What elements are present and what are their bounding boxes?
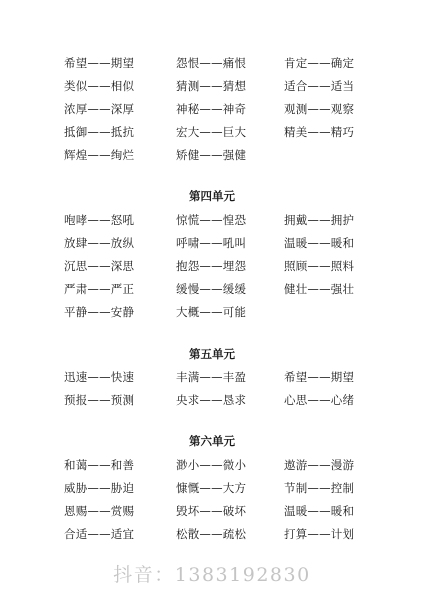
word-pair: 观测——观察	[284, 102, 355, 116]
word-pair: 呼啸——吼叫	[176, 236, 247, 250]
watermark: 抖音：1383192830	[113, 564, 311, 586]
word-pair: 沉思——深思	[64, 259, 135, 273]
word-pair: 希望——期望	[284, 370, 355, 384]
word-pair: 惊慌——惶恐	[176, 213, 247, 227]
word-pair: 毁坏——破坏	[176, 504, 247, 518]
word-pair: 辉煌——绚烂	[64, 148, 135, 162]
word-pair: 丰满——丰盈	[176, 370, 247, 384]
word-pair: 照顾——照料	[284, 259, 355, 273]
word-pair: 合适——适宜	[64, 527, 135, 541]
word-pair-row	[0, 209, 424, 231]
word-pair: 节制——控制	[284, 481, 355, 495]
word-pair: 慷慨——大方	[176, 481, 247, 495]
word-pair: 温暖——暖和	[284, 504, 355, 518]
word-pair-row	[0, 121, 424, 143]
word-pair: 预报——预测	[64, 393, 135, 407]
word-pair: 恩赐——赏赐	[64, 504, 135, 518]
word-pair-row	[0, 523, 424, 545]
word-pair-row	[0, 389, 424, 411]
word-pair-row	[0, 301, 424, 323]
word-pair: 打算——计划	[284, 527, 355, 541]
word-pair: 希望——期望	[64, 56, 135, 70]
word-pair: 浓厚——深厚	[64, 102, 135, 116]
word-pair: 拥戴——拥护	[284, 213, 355, 227]
word-pair: 心思——心绪	[284, 393, 355, 407]
word-pair: 抵御——抵抗	[64, 125, 135, 139]
word-pair-row	[0, 500, 424, 522]
word-pair: 肯定——确定	[284, 56, 355, 70]
word-pair-row	[0, 255, 424, 277]
word-pair: 抱怨——埋怨	[176, 259, 247, 273]
word-pair: 松散——疏松	[176, 527, 247, 541]
word-pair: 平静——安静	[64, 305, 135, 319]
word-pair: 遨游——漫游	[284, 458, 355, 472]
unit-heading: 第六单元	[189, 434, 235, 448]
word-pair-row	[0, 52, 424, 74]
word-pair: 猜测——猜想	[176, 79, 247, 93]
word-pair-row	[0, 477, 424, 499]
word-pair: 健壮——强壮	[284, 282, 355, 296]
word-pair: 咆哮——怒吼	[64, 213, 135, 227]
word-pair: 大概——可能	[176, 305, 247, 319]
word-pair-row	[0, 98, 424, 120]
word-pair: 迅速——快速	[64, 370, 135, 384]
word-pair: 温暖——暖和	[284, 236, 355, 250]
word-pair: 精美——精巧	[284, 125, 355, 139]
unit-heading: 第五单元	[189, 347, 235, 361]
word-pair: 类似——相似	[64, 79, 135, 93]
word-pair-row	[0, 144, 424, 166]
word-pair: 和蔼——和善	[64, 458, 135, 472]
word-pair-row	[0, 366, 424, 388]
word-pair: 神秘——神奇	[176, 102, 247, 116]
word-pair-row	[0, 75, 424, 97]
word-pair: 适合——适当	[284, 79, 355, 93]
word-pair: 严肃——严正	[64, 282, 135, 296]
word-pair: 放肆——放纵	[64, 236, 135, 250]
word-pair: 央求——恳求	[176, 393, 247, 407]
word-pair: 威胁——胁迫	[64, 481, 135, 495]
word-pair: 矫健——强健	[176, 148, 247, 162]
word-pair-row	[0, 278, 424, 300]
word-pair-row	[0, 232, 424, 254]
word-pair-row	[0, 454, 424, 476]
unit-heading: 第四单元	[189, 189, 235, 203]
word-pair: 怨恨——痛恨	[176, 56, 247, 70]
word-pair: 宏大——巨大	[176, 125, 247, 139]
word-pair: 渺小——微小	[176, 458, 247, 472]
word-pair: 缓慢——缓缓	[176, 282, 247, 296]
